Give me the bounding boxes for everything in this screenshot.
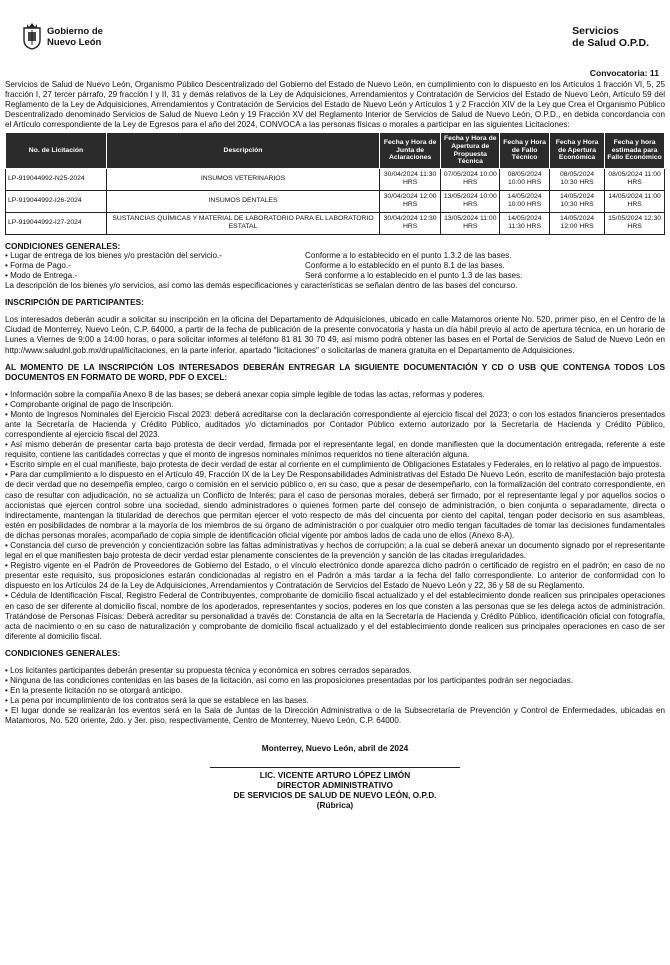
table-cell: LP-919044992-I26-2024 — [6, 190, 107, 212]
table-cell: 14/05/2024 10:30 HRS — [549, 190, 604, 212]
list-item: • El lugar donde se realizarán los eventos será en la Sala de Juntas de la Dirección Administrativa o de la Subsecretaría de Prevención y Control de Enfermedades, ubicadas en Matamoros, No. 520 oriente, 2do. y 3er. piso, respectivamente, Centro de Monterrey, Nuevo León, C.P. 64000. — [5, 706, 665, 726]
table-cell: 07/05/2024 10:00 HRS — [441, 168, 500, 190]
table-header: Fecha y Hora de Junta de Aclaraciones — [380, 133, 441, 168]
table-cell: 08/05/2024 11:00 HRS — [605, 168, 665, 190]
table-cell: 14/05/2024 11:30 HRS — [500, 212, 550, 234]
table-cell: LP-919044992-I27-2024 — [6, 212, 107, 234]
inscripcion-text: Los interesados deberán acudir a solicitar su inscripción en la oficina del Departamento de Adquisiciones, ubicado en calle Matamoros oriente No. 520, primer piso, en el Centro de la Ciudad de Monterrey, Nuevo León, C.P. 64000, a partir de la fecha de publicación de la presente convocatoria y hasta un día hábil previo al acto de apertura técnica, en un horario de Lunes a Viernes de 9:00 a 14:00 horas, o para solicitar informes al teléfono 81 81 30 70 49, así mismo podrá obtener las bases en el Portal de Servicios de Salud de Nuevo León en http://www.saludnl.gob.mx/drupal/licitaciones, en la parte inferior, apartado "licitaciones" o solicitarlas de manera gratuita en el Departamento de Adquisiciones. — [5, 315, 665, 355]
condition-note: La descripción de los bienes y/o servicios, así como las demás especificaciones y características se señalan dentro de las bases del concurso. — [5, 281, 518, 291]
section-heading: CONDICIONES GENERALES: — [5, 647, 121, 658]
documentos-section — [5, 362, 665, 642]
state-seal-icon — [21, 22, 43, 50]
list-item: • Monto de Ingresos Nominales del Ejercicio Fiscal 2023: deberá acreditarse con la declaración correspondiente al ejercicio fiscal del 2023; o con los estados financieros presentados ante la Secretaría de Hacienda y Crédito Público, auditados y/o dictaminados por Contador Público externo autorizado por la Secretaría de Hacienda y Crédito Público, correspondiente al ejercicio fiscal del 2023. — [5, 409, 665, 439]
table-header: No. de Licitación — [6, 133, 107, 168]
section-heading: AL MOMENTO DE LA INSCRIPCIÓN LOS INTERESADOS DEBERÁN ENTREGAR LA SIGUIENTE DOCUMENTACIÓN Y CD O USB QUE CONTENGA TODOS LOS DOCUMENTOS EN FORMATO DE WORD, PDF O EXCEL: — [5, 361, 665, 382]
intro-paragraph: Servicios de Salud de Nuevo León, Organismo Público Descentralizado del Gobierno del Estado de Nuevo León, en cumplimiento con lo dispuesto en los Artículos 1 fracción VI, 5, 25 fracción I, 27 tercer párrafo, 29 fracción I y II, 31 y demás relativos de la Ley de Adquisiciones, Arrendamientos y Contratación de Servicios del Estado de Nuevo León, Artículo 59 del Reglamento de la Ley de Adquisiciones, Arrendamientos y Contratación de Servicios del Estado de Nuevo León y Artículos 1 y 2 Fracción XIV de la Ley que Crea el Organismo Público Descentralizado denominado Servicios de Salud de Nuevo León y 19 Fracción XV del Reglamento Interior de Servicios de Salud de Nuevo León, O.P.D., en debida concordancia con el Artículo correspondiente de la Ley de Egresos para el año del 2024, CONVOCA a las personas físicas o morales a participar en las siguientes Licitaciones: — [5, 80, 665, 130]
section-heading: CONDICIONES GENERALES: — [5, 240, 121, 251]
list-item: • La pena por incumplimiento de los contratos será la que se establece en las bases. — [5, 696, 309, 706]
list-item: • Para dar cumplimiento a lo dispuesto en el Artículo 49, Fracción IX de la Ley De Responsabilidades Administrativas del Estado De Nuevo León, escrito de manifestación bajo protesta de decir verdad que no desempeña empleo, cargo o comisión en el servicio público o, en su caso, que a pesar de desempeñarlo, con la formalización del contrato correspondiente, en caso de resultar con adjudicación, no se actualiza un Conflicto de Interés; para el caso de personas morales, deberá ser firmado, por el representante legal y por aquellos socios o accionistas que ejercen control sobre una sociedad, siendo administradores o quienes formen parte del consejo de administración, o bien conjunta o separadamente, directa o indirectamente, mantengan la titularidad de derechos que permitan ejercer el voto respecto de más del cincuenta por ciento del capital, tengan poder decisorio en sus asambleas, estén en posibilidades de nombrar a la mayoría de los miembros de su órgano de administración o por cualquier otro medio tengan facultades de tomar las decisiones fundamentales de dichas personas morales, acompañado de copia simple de identificación oficial vigente por ambos lados de cada uno de ellos (Anexo 8-A). — [5, 470, 665, 540]
condition-row — [5, 261, 665, 271]
gov-line-1: Gobierno de — [47, 26, 103, 37]
signatory-name: LIC. VICENTE ARTURO LÓPEZ LIMÓN — [259, 769, 411, 780]
signatory-role-1: DIRECTOR ADMINISTRATIVO — [276, 779, 393, 790]
servicios-line-2: de Salud O.P.D. — [572, 37, 649, 49]
table-row — [6, 190, 665, 212]
table-header: Fecha y Hora de Apertura Económica — [549, 133, 604, 168]
table-header: Fecha y hora estimada para Fallo Económico — [605, 133, 665, 168]
table-cell: 14/05/2024 12:00 HRS — [549, 212, 604, 234]
table-cell: 30/04/2024 11:30 HRS — [380, 168, 441, 190]
signature-line — [210, 767, 460, 768]
table-header: Fecha y Hora de Fallo Técnico — [500, 133, 550, 168]
list-item: • Constancia del curso de prevención y concientización sobre las faltas administrativas y hechos de corrupción; a la cual se deberá anexar un documento signado por el representante legal en el que manifiesten bajo protesta de decir verdad estar plenamente conscientes de la prevención y sanción de las citadas irregularidades. — [5, 541, 665, 561]
table-cell: 08/05/2024 10:00 HRS — [500, 168, 550, 190]
table-cell: 30/04/2024 12:00 HRS — [380, 190, 441, 212]
condition-label: • Modo de Entrega.- — [5, 271, 78, 281]
table-cell: SUSTANCIAS QUÍMICAS Y MATERIAL DE LABORATORIO PARA EL LABORATORIO ESTATAL — [107, 212, 380, 234]
list-item: • Ninguna de las condiciones contenidas en las bases de la licitación, así como en las proposiciones presentadas por los participantes podrán ser negociadas. — [5, 676, 573, 686]
table-cell: 15/05/2024 12:30 HRS — [605, 212, 665, 234]
condition-value: Conforme a lo establecido en el punto 8.1 de las bases. — [305, 260, 505, 270]
table-header: Descripción — [107, 133, 380, 168]
list-item: • Los licitantes participantes deberán presentar su propuesta técnica y económica en sobres cerrados separados. — [5, 665, 412, 675]
government-logo — [21, 22, 103, 50]
table-cell: 14/05/2024 11:00 HRS — [605, 190, 665, 212]
table-cell: INSUMOS DENTALES — [107, 190, 380, 212]
list-item: • Así mismo deberán de presentar carta bajo protesta de decir verdad, firmada por el representante legal, en donde manifiesten que la documentación entregada, referente a este requisito, contiene las cantidades correctas y que el monto de ingresos nominales mínimos requeridos no tiene alteración alguna. — [5, 440, 665, 460]
table-cell: INSUMOS VETERINARIOS — [107, 168, 380, 190]
servicios-line-1: Servicios — [572, 25, 619, 37]
licitaciones-table — [5, 132, 665, 234]
condition-value: Conforme a lo establecido en el punto 1.3.2 de las bases. — [305, 250, 512, 260]
list-item: • Registro vigente en el Padrón de Proveedores de Gobierno del Estado, o el vínculo electrónico donde aparezca dicho padrón o certificado de registro en el padrón; en caso de no presentar este requisito, sus proposiciones estarán condicionadas al registro en el Padrón a más tardar a la fecha del fallo correspondiente. Lo anterior de conformidad con lo dispuesto en los Artículos 24 de la Ley de Adquisiciones, Arrendamientos y Contratación de Servicios del Estado de Nuevo León y 22, 36 y 58 de su Reglamento. — [5, 561, 665, 591]
condition-label: • Forma de Pago.- — [5, 260, 71, 270]
signatory-role-2: DE SERVICIOS DE SALUD DE NUEVO LEÓN, O.P.D. — [233, 789, 437, 800]
table-cell: 13/05/2024 10:00 HRS — [441, 190, 500, 212]
table-cell: 30/04/2024 12:30 HRS — [380, 212, 441, 234]
table-cell: 08/05/2024 10:30 HRS — [549, 168, 604, 190]
inscripcion-section — [5, 297, 665, 355]
condition-row — [5, 251, 665, 261]
table-header: Fecha y Hora de Apertura de Propuesta Técnica — [441, 133, 500, 168]
gov-line-2: Nuevo León — [47, 37, 102, 48]
place-date: Monterrey, Nuevo León, abril de 2024 — [261, 742, 409, 753]
table-row — [6, 168, 665, 190]
rubrica-label: (Rúbrica) — [316, 799, 354, 810]
table-header-row — [6, 133, 665, 168]
list-item: • Información sobre la compañía Anexo 8 de las bases; se deberá anexar copia simple legible de todas las actas, reformas y poderes. — [5, 389, 485, 399]
list-item: • Comprobante original de pago de Inscripción. — [5, 399, 174, 409]
list-item: • En la presente licitación no se otorgará anticipo. — [5, 686, 183, 696]
section-heading: INSCRIPCIÓN DE PARTICIPANTES: — [5, 297, 144, 308]
table-cell: 13/05/2024 11:00 HRS — [441, 212, 500, 234]
condition-label: • Lugar de entrega de los bienes y/o prestación del servicio.- — [5, 250, 222, 260]
condition-row — [5, 271, 665, 281]
table-cell: LP-919044992-N25-2024 — [6, 168, 107, 190]
table-row — [6, 212, 665, 234]
conditions-section-1 — [5, 241, 665, 291]
convocatoria-number: Convocatoria: 11 — [589, 68, 659, 78]
servicios-logo — [572, 25, 649, 49]
header — [5, 0, 665, 62]
conditions-section-2 — [5, 648, 665, 727]
condition-value: Será conforme a lo establecido en el punto 1.3 de las bases. — [305, 271, 523, 281]
list-item: • Escrito simple en el cual manifieste, bajo protesta de decir verdad de estar al corriente en el cumplimiento de Obligaciones Estatales y Federales, en lo relativo al pago de impuestos. — [5, 460, 662, 470]
table-cell: 14/05/2024 10:00 HRS — [500, 190, 550, 212]
list-item: • Cédula de Identificación Fiscal, Registro Federal de Contribuyentes, comprobante de domicilio fiscal actualizado y el del establecimiento donde realicen sus principales operaciones en caso de ser diferente al domicilio fiscal, nombre de los apoderados, representantes y socios, poderes en los que consten a las personas que se les delega actos de administración. Tratándose de Personas Físicas: Deberá acreditar su personalidad a través de: Constancia de alta en la Secretaría de Hacienda y Crédito Público, identificación oficial con fotografía, acta de nacimiento o en su caso de naturalización y comprobante de domicilio fiscal actualizado y el del establecimiento donde realicen sus principales operaciones en caso de ser diferente al domicilio fiscal. — [5, 591, 665, 641]
